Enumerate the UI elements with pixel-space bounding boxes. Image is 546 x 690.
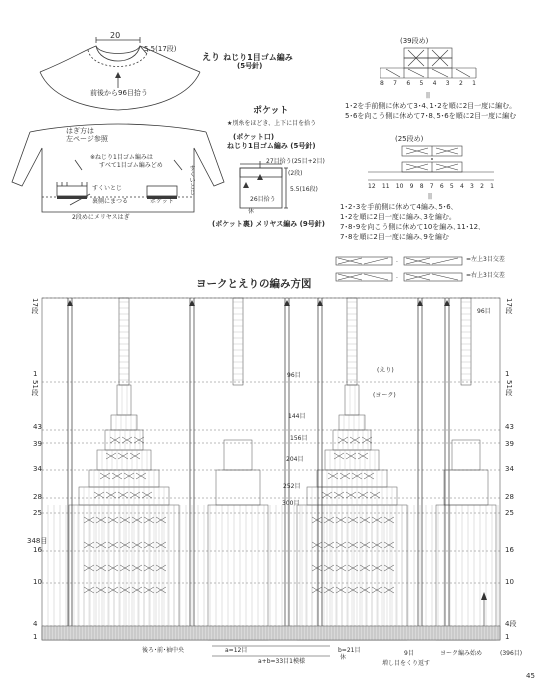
pocket-note: ★別糸をほどき、上下に目を拾う xyxy=(227,120,317,127)
row39-note-2: 5･6を向こう側に休めて7･8､5･6を順に2目一度に編む xyxy=(345,112,517,120)
cross-mark xyxy=(108,517,118,523)
yoke-right-row-39: 39 xyxy=(505,440,514,448)
row39-note-1: 1･2を手前側に休めて3･4､1･2を順に2目一度に編む。 xyxy=(345,102,517,110)
row25-num: 3 xyxy=(470,183,474,190)
cross-mark xyxy=(108,542,118,548)
yoke-sts-204: 204目 xyxy=(286,456,304,463)
yoke-right-row-28: 28 xyxy=(505,493,514,501)
cross-mark xyxy=(156,542,166,548)
cross-mark xyxy=(120,587,130,593)
yoke-left-row-4: 4 xyxy=(33,620,38,628)
cross-mark xyxy=(334,492,344,498)
cross-mark xyxy=(346,453,356,459)
collar-needle: (5号針) xyxy=(237,62,263,70)
cross-mark xyxy=(136,473,146,479)
cross-mark xyxy=(324,587,334,593)
yoke-title: ヨークとえりの編み方図 xyxy=(196,278,312,290)
cross-mark xyxy=(132,565,142,571)
chart-tier xyxy=(325,450,379,470)
row25-num: 8 xyxy=(419,183,424,190)
cross-mark xyxy=(112,473,122,479)
collar-dim-5-5: 5.5(17段) xyxy=(144,45,177,53)
row25-note-1: 1･2･3を手前側に休めて4編み､5･6､ xyxy=(340,203,455,211)
yoke-yoke-label: (ヨーク) xyxy=(373,392,396,399)
slip-stitch-side: すくいとじ xyxy=(188,165,195,195)
cross-mark xyxy=(384,565,394,571)
yoke-sts-96-top: 96目 xyxy=(477,308,491,315)
side-tier xyxy=(444,470,488,505)
cross-mark xyxy=(360,517,370,523)
pocket-cast-26: 26目拾う xyxy=(250,196,276,203)
cross-mark xyxy=(130,453,140,459)
seam-note-2: 左ページ参照 xyxy=(66,135,108,143)
pocket-rows-2: (2段) xyxy=(288,170,303,177)
cross-mark xyxy=(132,542,142,548)
row25-note-2: 1･2を順に2目一度に編み､3を編む。 xyxy=(340,213,456,221)
chart-tier xyxy=(339,415,365,430)
row39-num: 2 xyxy=(458,80,463,87)
side-tier xyxy=(452,440,480,470)
cross-mark xyxy=(346,492,356,498)
cross-mark xyxy=(100,473,110,479)
cross-mark xyxy=(96,542,106,548)
back-whip: 裏側にまつる xyxy=(92,198,129,205)
row39-num: 4 xyxy=(432,80,437,87)
pocket-rest: 休 xyxy=(248,208,255,215)
cross-mark xyxy=(360,587,370,593)
yoke-rest-mark: 休 xyxy=(340,654,347,661)
cross-mark xyxy=(362,437,372,443)
cross-mark xyxy=(358,492,368,498)
chart-tier xyxy=(345,385,359,415)
two-rows-note: 2段めにメリヤスはぎ xyxy=(72,214,130,221)
yoke-bottom-9: 9目 xyxy=(404,650,414,657)
cross-mark xyxy=(118,492,128,498)
pocket-label-sketch: ポケット xyxy=(150,198,174,205)
yoke-sts-300: 300目 xyxy=(282,500,300,507)
row25-num: 10 xyxy=(395,183,404,190)
yoke-right-row-51: 51段 xyxy=(505,380,513,396)
legend-left-cross: =左上3目交差 xyxy=(466,256,505,263)
row25-note-3: 7･8･9を向こう側に休めて10を編み､11･12､ xyxy=(340,223,482,231)
yoke-left-row-1b: 1 xyxy=(33,633,38,641)
pocket-lining: (ポケット裏) メリヤス編み (9号針) xyxy=(212,220,325,228)
yoke-left-row-51: 51段 xyxy=(31,380,39,396)
rib-note-2: すべて1目ゴム編みどめ xyxy=(99,162,163,169)
seam-note-1: はぎ方は xyxy=(66,127,94,135)
cross-mark xyxy=(130,492,140,498)
pocket-pick-27: 27目拾う(25目+2目) xyxy=(266,158,325,165)
yoke-sts-144: 144目 xyxy=(288,413,306,420)
svg-text:·: · xyxy=(396,275,398,282)
cross-mark xyxy=(122,437,132,443)
cross-mark xyxy=(132,517,142,523)
row39-num: 3 xyxy=(445,80,450,87)
cross-mark xyxy=(156,587,166,593)
cross-mark xyxy=(120,517,130,523)
collar-strip xyxy=(119,298,129,385)
row39-num: 7 xyxy=(393,80,397,87)
pocket-rows-5-5: 5.5(16段) xyxy=(290,186,318,193)
rib-note-1: ※ねじり1目ゴム編みは xyxy=(90,154,153,161)
yoke-right-row-4: 4段 xyxy=(505,620,517,628)
yoke-sts-156: 156目 xyxy=(290,435,308,442)
yoke-right-row-1a: 1 xyxy=(505,370,510,378)
yoke-bottom-center: 後ろ･前･袖中央 xyxy=(142,647,185,654)
yoke-sts-252: 252目 xyxy=(283,483,301,490)
cross-mark xyxy=(156,517,166,523)
pocket-mouth-method: ねじり1目ゴム編み (5号針) xyxy=(227,142,316,150)
cross-mark xyxy=(120,542,130,548)
cross-mark xyxy=(358,453,368,459)
yoke-right-row-17: 17段 xyxy=(505,298,513,314)
side-tier xyxy=(224,440,252,470)
cross-mark xyxy=(324,517,334,523)
cross-mark xyxy=(118,453,128,459)
row25-note-4: 7･8を順に2目一度に編み､9を編む xyxy=(340,233,449,241)
yoke-bottom-b: b=21目 xyxy=(338,647,361,654)
cross-mark xyxy=(156,565,166,571)
legend-right-cross: =右上3目交差 xyxy=(466,272,505,279)
collar-method: ねじり1目ゴム編み xyxy=(223,53,293,62)
pocket-mouth: (ポケット口) xyxy=(233,133,275,141)
cross-mark xyxy=(142,492,152,498)
cross-mark xyxy=(134,437,144,443)
row25-label: (25段め) xyxy=(395,135,424,143)
cross-mark xyxy=(336,587,346,593)
yoke-bottom-396: (396目) xyxy=(500,650,523,657)
cross-mark xyxy=(384,517,394,523)
collar-strip xyxy=(461,298,471,385)
cross-mark xyxy=(336,542,346,548)
row39-label: (39段め) xyxy=(400,37,429,45)
chart-tier xyxy=(97,450,151,470)
collar-strip xyxy=(233,298,243,385)
cross-mark xyxy=(348,587,358,593)
yoke-right-row-10: 10 xyxy=(505,578,514,586)
yoke-right-row-25: 25 xyxy=(505,509,514,517)
row25-num: 2 xyxy=(480,183,484,190)
row39-num: 6 xyxy=(406,80,411,87)
cross-mark xyxy=(132,587,142,593)
yoke-right-row-43: 43 xyxy=(505,423,514,431)
cross-mark xyxy=(384,587,394,593)
yoke-left-row-43: 43 xyxy=(33,423,42,431)
collar-dim-20: 20 xyxy=(110,31,121,40)
cross-mark xyxy=(364,473,374,479)
yoke-left-row-28: 28 xyxy=(33,493,42,501)
row25-num: 7 xyxy=(429,183,434,190)
cross-mark xyxy=(348,542,358,548)
chart-tier xyxy=(105,430,143,450)
collar-title-name: えり xyxy=(202,53,221,63)
yoke-left-row-10: 10 xyxy=(33,578,42,586)
collar-pickup: 前後から96目拾う xyxy=(90,89,148,97)
cross-mark xyxy=(384,542,394,548)
slip-stitch: すくいとじ xyxy=(92,185,123,192)
cross-mark xyxy=(96,517,106,523)
side-tier xyxy=(216,470,260,505)
cross-mark xyxy=(336,517,346,523)
cross-mark xyxy=(328,473,338,479)
row25-num: 9 xyxy=(409,183,414,190)
row25-num: 5 xyxy=(449,183,454,190)
cross-mark xyxy=(348,565,358,571)
cross-mark xyxy=(360,542,370,548)
cross-mark xyxy=(348,517,358,523)
row25-equals: || xyxy=(428,193,433,200)
row25-num: 1 xyxy=(490,183,494,190)
cross-mark xyxy=(108,587,118,593)
cross-mark xyxy=(324,565,334,571)
cross-mark xyxy=(360,565,370,571)
yoke-right-row-34: 34 xyxy=(505,465,514,473)
yoke-left-row-17: 17段 xyxy=(31,298,39,314)
yoke-bottom-ab: a+b=33目1模様 xyxy=(258,658,305,665)
row25-num: 12 xyxy=(368,183,376,190)
chart-tier xyxy=(111,415,137,430)
yoke-sts-96: 96目 xyxy=(287,372,301,379)
cross-mark xyxy=(334,453,344,459)
cross-mark xyxy=(350,437,360,443)
hem-band xyxy=(42,626,500,640)
row25-num: 6 xyxy=(439,183,444,190)
side-tier xyxy=(208,505,268,640)
yoke-bottom-a: a=12目 xyxy=(225,647,248,654)
row39-num: 1 xyxy=(472,80,476,87)
row25-num: 11 xyxy=(381,183,390,190)
yoke-left-row-1a: 1 xyxy=(33,370,38,378)
row39-num: 5 xyxy=(419,80,424,87)
yoke-left-row-34: 34 xyxy=(33,465,42,473)
cross-mark xyxy=(370,492,380,498)
cross-mark xyxy=(120,565,130,571)
yoke-left-row-39: 39 xyxy=(33,440,42,448)
svg-text:·: · xyxy=(396,259,398,266)
yoke-left-sts-348: 348目 xyxy=(27,537,48,545)
row39-equals: || xyxy=(426,92,431,99)
row25-num: 4 xyxy=(459,183,464,190)
cross-mark xyxy=(106,453,116,459)
yoke-left-row-16: 16 xyxy=(33,546,42,554)
collar-strip xyxy=(347,298,357,385)
yoke-right-row-16: 16 xyxy=(505,546,514,554)
cross-mark xyxy=(108,565,118,571)
pocket-title: ポケット xyxy=(253,106,289,116)
cross-mark xyxy=(96,587,106,593)
cross-mark xyxy=(324,542,334,548)
yoke-collar-label: (えり) xyxy=(377,367,394,374)
yoke-bottom-repeat: 増し目をくり返す xyxy=(382,660,431,667)
yoke-bottom-start: ヨーク編み始め xyxy=(440,650,483,657)
row39-num: 8 xyxy=(380,80,384,87)
yoke-right-row-1b: 1 xyxy=(505,633,510,641)
cross-mark xyxy=(340,473,350,479)
cross-mark xyxy=(336,565,346,571)
yoke-left-row-25: 25 xyxy=(33,509,42,517)
cross-mark xyxy=(96,565,106,571)
chart-tier xyxy=(117,385,131,415)
cross-mark xyxy=(106,492,116,498)
chart-tier xyxy=(333,430,371,450)
page-number: 45 xyxy=(526,672,535,680)
